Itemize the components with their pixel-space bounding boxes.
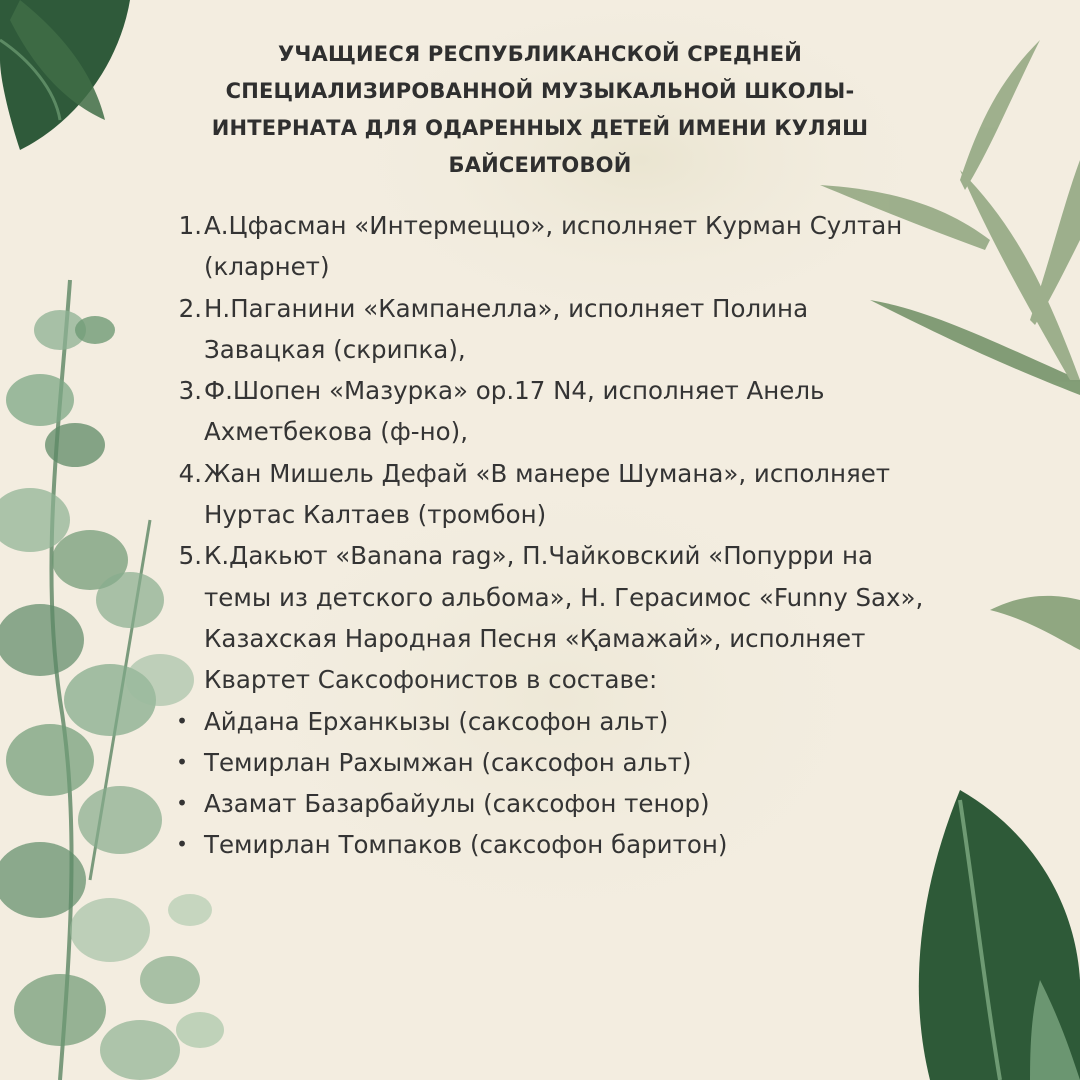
program-item: [170, 205, 930, 288]
program-item-text: К.Дакьют «Banana rag», П.Чайковский «Попурри на темы из детского альбома», Н. Герасимос «Funny Sax», Казахская Народная Песня «Қамажай», исполняет Квартет Саксофонистов в составе:: [204, 541, 924, 695]
list-number: 1.: [178, 211, 202, 240]
list-number: 3.: [178, 376, 202, 406]
member-item: [170, 701, 930, 742]
program-item-text: Жан Мишель Дефай «В манере Шумана», исполняет Нуртас Калтаев (тромбон): [204, 458, 891, 530]
program-item-text: А.Цфасман «Интермеццо», исполняет Курман Султан (кларнет): [204, 211, 903, 282]
program-item-text: Ф.Шопен «Мазурка» ор.17 N4, исполняет Анель Ахметбекова (ф-но),: [204, 376, 825, 447]
program-item: [170, 453, 930, 536]
member-item-text: Темирлан Томпаков (саксофон баритон): [204, 830, 728, 860]
page-title: УЧАЩИЕСЯ РЕСПУБЛИКАНСКОЙ СРЕДНЕЙ СПЕЦИАЛИЗИРОВАННОЙ МУЗЫКАЛЬНОЙ ШКОЛЫ-ИНТЕРНАТА ДЛЯ ОДАРЕННЫХ ДЕТЕЙ ИМЕНИ КУЛЯШ БАЙСЕИТОВОЙ: [211, 42, 869, 177]
list-number: 2.: [178, 293, 202, 323]
bullet-icon: •: [176, 708, 188, 733]
bullet-icon: •: [176, 832, 188, 857]
top-left-leaf-icon: [0, 0, 130, 150]
member-item: [170, 824, 930, 865]
program-item: [170, 370, 930, 453]
program-item: [170, 535, 930, 700]
program-item-text: Н.Паганини «Кампанелла», исполняет Полина Завацкая (скрипка),: [204, 293, 809, 364]
bottom-right-leaf-icon: [919, 790, 1080, 1080]
list-number: 5.: [178, 541, 202, 571]
program-item: [170, 288, 930, 371]
member-item: [170, 742, 930, 783]
list-number: 4.: [178, 458, 202, 488]
program-list: [170, 205, 930, 866]
member-item: [170, 783, 930, 824]
bullet-icon: •: [176, 791, 188, 816]
member-item-text: Азамат Базарбайулы (саксофон тенор): [204, 789, 710, 819]
member-item-text: Айдана Ерханкызы (саксофон альт): [204, 706, 669, 736]
member-item-text: Темирлан Рахымжан (саксофон альт): [204, 747, 692, 777]
bullet-icon: •: [176, 749, 188, 774]
